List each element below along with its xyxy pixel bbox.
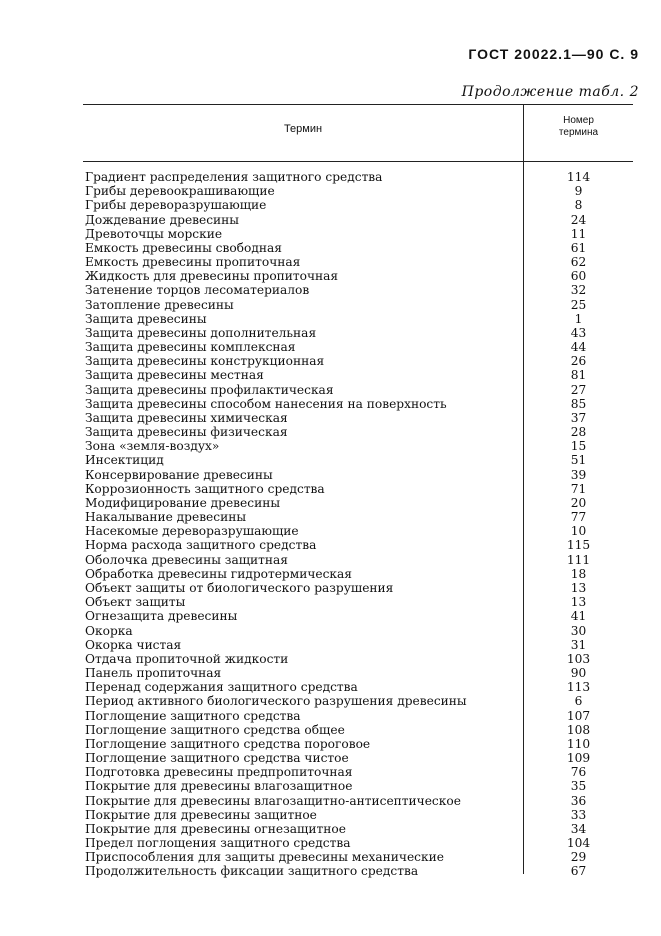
term-cell: Затенение торцов лесоматериалов: [85, 283, 310, 298]
term-cell: Подготовка древесины предпропиточная: [85, 765, 353, 780]
term-number-cell: 67: [570, 864, 587, 879]
term-number-cell: 41: [570, 609, 587, 624]
term-number-cell: 33: [570, 807, 587, 822]
table-row: [83, 694, 633, 708]
table-row: [83, 255, 633, 269]
table-row: [83, 567, 633, 581]
table-row: [83, 595, 633, 609]
term-cell: Жидкость для древесины пропиточная: [85, 269, 339, 284]
header-term: Термин: [283, 123, 323, 135]
term-number-cell: 71: [570, 481, 587, 496]
term-cell: Перенад содержания защитного средства: [85, 680, 358, 695]
table-row: [83, 779, 633, 793]
table-row: [83, 439, 633, 453]
term-number-cell: 81: [570, 368, 587, 383]
term-cell: Обработка древесины гидротермическая: [85, 566, 352, 581]
term-number-cell: 13: [570, 595, 587, 610]
term-cell: Огнезащита древесины: [85, 609, 238, 624]
term-number-cell: 30: [570, 623, 587, 638]
term-cell: Коррозионность защитного средства: [85, 481, 325, 496]
term-number-cell: 20: [570, 495, 587, 510]
table-row: [83, 368, 633, 382]
table-row: [83, 227, 633, 241]
term-cell: Емкость древесины пропиточная: [85, 255, 301, 270]
table-row: [83, 383, 633, 397]
table-body: [83, 170, 633, 879]
table-row: [83, 170, 633, 184]
term-number-cell: 13: [570, 580, 587, 595]
table-row: [83, 326, 633, 340]
term-cell: Покрытие для древесины защитное: [85, 807, 317, 822]
table-row: [83, 269, 633, 283]
term-cell: Древоточцы морские: [85, 226, 223, 241]
term-number-cell: 111: [566, 552, 591, 567]
table-row: [83, 298, 633, 312]
table-row: [83, 510, 633, 524]
term-number-cell: 28: [570, 425, 587, 440]
table-continuation-caption: Продолжение табл. 2: [461, 84, 639, 100]
term-cell: Оболочка древесины защитная: [85, 552, 288, 567]
term-cell: Поглощение защитного средства: [85, 708, 301, 723]
term-number-cell: 6: [574, 694, 583, 709]
table-row: [83, 680, 633, 694]
term-cell: Защита древесины местная: [85, 368, 264, 383]
term-number-cell: 107: [566, 708, 591, 723]
term-cell: Защита древесины дополнительная: [85, 325, 317, 340]
term-cell: Объект защиты: [85, 595, 186, 610]
term-number-cell: 9: [574, 184, 583, 199]
table-row: [83, 709, 633, 723]
term-number-cell: 103: [566, 651, 591, 666]
term-cell: Защита древесины способом нанесения на поверхность: [85, 396, 447, 411]
term-number-cell: 29: [570, 850, 587, 865]
table-row: [83, 836, 633, 850]
table-row: [83, 425, 633, 439]
table-row: [83, 794, 633, 808]
term-cell: Норма расхода защитного средства: [85, 538, 317, 553]
header-term-number: [524, 115, 633, 139]
term-cell: Зона «земля-воздух»: [85, 439, 220, 454]
table-row: [83, 553, 633, 567]
table-row: [83, 765, 633, 779]
term-number-cell: 115: [566, 538, 591, 553]
terms-index-table: [83, 104, 633, 879]
term-number-cell: 18: [570, 566, 587, 581]
term-number-cell: 35: [570, 779, 587, 794]
term-number-cell: 11: [570, 226, 587, 241]
term-number-cell: 114: [566, 170, 591, 184]
table-row: [83, 283, 633, 297]
term-cell: Дождевание древесины: [85, 212, 239, 227]
table-row: [83, 737, 633, 751]
table-row: [83, 624, 633, 638]
term-cell: Поглощение защитного средства общее: [85, 722, 345, 737]
term-number-cell: 77: [570, 510, 587, 525]
page-header-code: ГОСТ 20022.1—90 С. 9: [468, 46, 639, 62]
term-cell: Насекомые дереворазрушающие: [85, 524, 299, 539]
table-row: [83, 482, 633, 496]
table-header: [83, 104, 633, 162]
table-row: [83, 340, 633, 354]
term-number-cell: 25: [570, 297, 587, 312]
term-cell: Отдача пропиточной жидкости: [85, 651, 289, 666]
term-number-cell: 27: [570, 382, 587, 397]
table-row: [83, 184, 633, 198]
table-row: [83, 241, 633, 255]
term-cell: Грибы деревоокрашивающие: [85, 184, 275, 199]
table-row: [83, 751, 633, 765]
table-row: [83, 538, 633, 552]
term-number-cell: 34: [570, 821, 587, 836]
table-row: [83, 198, 633, 212]
table-row: [83, 468, 633, 482]
term-cell: Защита древесины конструкционная: [85, 354, 325, 369]
table-row: [83, 666, 633, 680]
term-number-cell: 8: [574, 198, 583, 213]
table-row: [83, 354, 633, 368]
table-row: [83, 822, 633, 836]
term-number-cell: 24: [570, 212, 587, 227]
term-cell: Защита древесины физическая: [85, 425, 288, 440]
table-row: [83, 652, 633, 666]
term-number-cell: 1: [574, 311, 583, 326]
table-row: [83, 496, 633, 510]
term-number-cell: 110: [566, 736, 591, 751]
table-row: [83, 397, 633, 411]
term-number-cell: 32: [570, 283, 587, 298]
term-number-cell: 43: [570, 325, 587, 340]
term-cell: Поглощение защитного средства чистое: [85, 751, 349, 766]
table-row: [83, 609, 633, 623]
term-number-cell: 61: [570, 240, 587, 255]
term-number-cell: 26: [570, 354, 587, 369]
term-cell: Грибы дереворазрушающие: [85, 198, 267, 213]
term-number-cell: 44: [570, 340, 587, 355]
table-row: [83, 638, 633, 652]
term-number-cell: 37: [570, 410, 587, 425]
table-row: [83, 312, 633, 326]
term-cell: Инсектицид: [85, 453, 164, 468]
term-cell: Защита древесины: [85, 311, 207, 326]
term-cell: Защита древесины профилактическая: [85, 382, 334, 397]
term-cell: Модифицирование древесины: [85, 495, 281, 510]
header-number-line1: Номер: [563, 115, 594, 126]
term-number-cell: 36: [570, 793, 587, 808]
term-number-cell: 104: [566, 836, 591, 851]
term-cell: Покрытие для древесины влагозащитно-антисептическое: [85, 793, 461, 808]
term-cell: Поглощение защитного средства пороговое: [85, 736, 371, 751]
term-cell: Защита древесины химическая: [85, 410, 288, 425]
term-number-cell: 109: [566, 751, 591, 766]
term-cell: Градиент распределения защитного средства: [85, 170, 383, 184]
term-cell: Окорка: [85, 623, 133, 638]
table-row: [83, 864, 633, 878]
term-cell: Защита древесины комплексная: [85, 340, 296, 355]
term-cell: Окорка чистая: [85, 637, 182, 652]
table-row: [83, 213, 633, 227]
table-row: [83, 723, 633, 737]
term-cell: Покрытие для древесины огнезащитное: [85, 821, 346, 836]
term-cell: Затопление древесины: [85, 297, 234, 312]
term-number-cell: 85: [570, 396, 587, 411]
term-cell: Объект защиты от биологического разрушения: [85, 580, 394, 595]
term-number-cell: 113: [566, 680, 591, 695]
table-row: [83, 581, 633, 595]
term-number-cell: 60: [570, 269, 587, 284]
term-number-cell: 51: [570, 453, 587, 468]
term-cell: Емкость древесины свободная: [85, 240, 282, 255]
term-number-cell: 15: [570, 439, 587, 454]
term-cell: Накалывание древесины: [85, 510, 247, 525]
header-number-line2: термина: [558, 127, 599, 138]
term-cell: Период активного биологического разрушения древесины: [85, 694, 467, 709]
term-number-cell: 31: [570, 637, 587, 652]
table-row: [83, 453, 633, 467]
table-row: [83, 808, 633, 822]
term-number-cell: 10: [570, 524, 587, 539]
term-cell: Предел поглощения защитного средства: [85, 836, 351, 851]
table-row: [83, 850, 633, 864]
term-number-cell: 108: [566, 722, 591, 737]
table-row: [83, 411, 633, 425]
term-cell: Консервирование древесины: [85, 467, 273, 482]
term-cell: Панель пропиточная: [85, 666, 222, 681]
table-row: [83, 524, 633, 538]
term-cell: Продолжительность фиксации защитного средства: [85, 864, 419, 879]
term-cell: Покрытие для древесины влагозащитное: [85, 779, 353, 794]
term-number-cell: 90: [570, 666, 587, 681]
term-cell: Приспособления для защиты древесины механические: [85, 850, 444, 865]
term-number-cell: 62: [570, 255, 587, 270]
term-number-cell: 76: [570, 765, 587, 780]
term-number-cell: 39: [570, 467, 587, 482]
